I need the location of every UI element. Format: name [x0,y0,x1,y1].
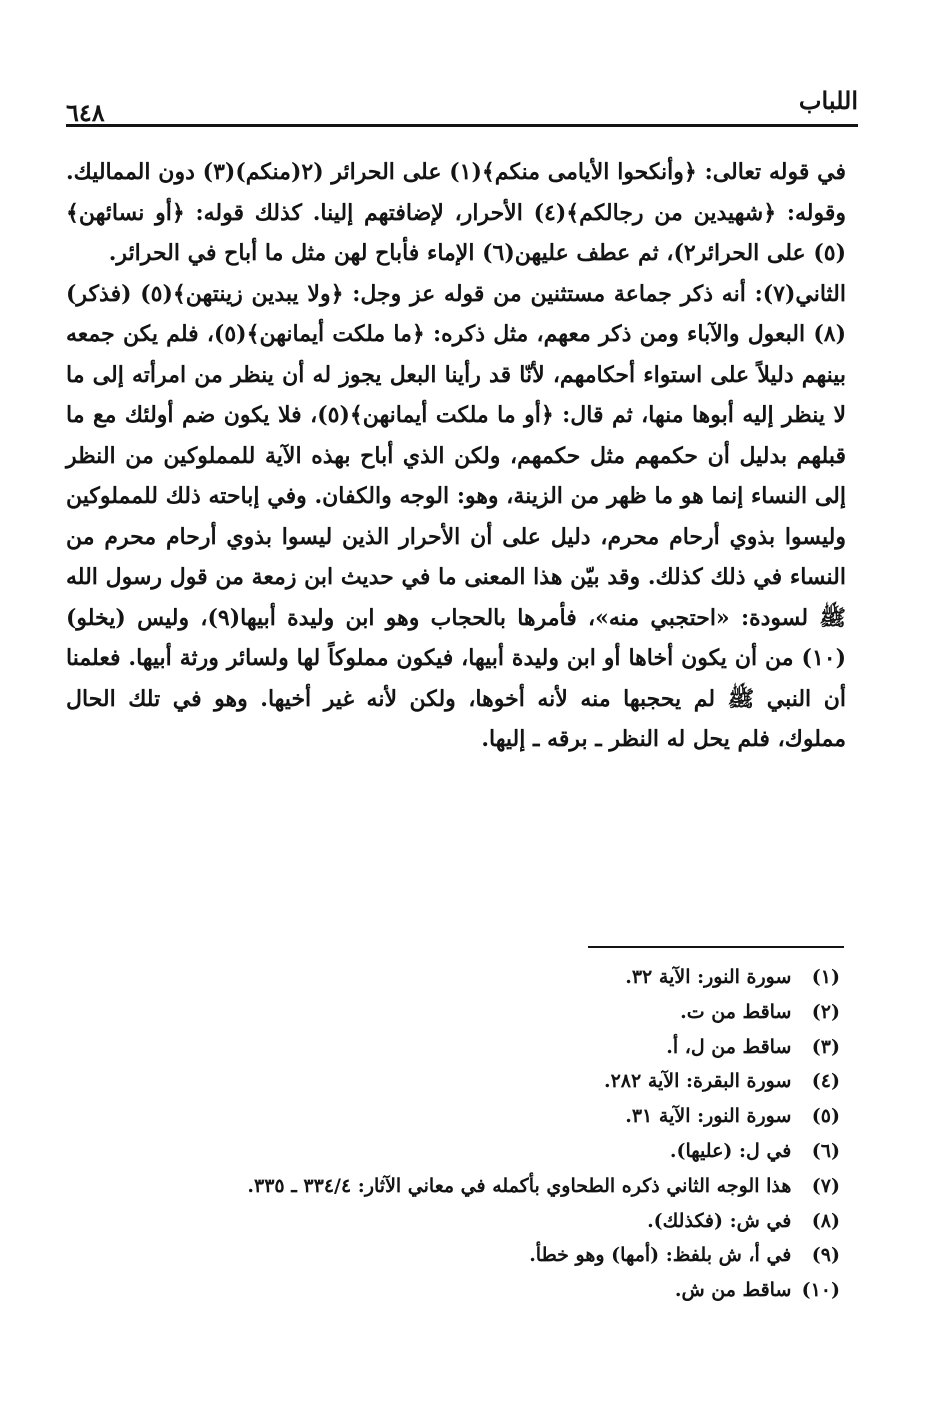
footnote [150,1030,840,1065]
page-header [66,80,858,130]
footnote [150,1204,840,1239]
footnote-number: (٣) [811,1035,840,1058]
footnote-number: (٧) [811,1174,840,1197]
footnote [150,1169,840,1204]
footnotes [150,960,840,1308]
footnote [150,995,840,1030]
paragraph: في قوله تعالى: ﴿وأنكحوا الأيامى منكم﴾(١) على الحرائر (٢(منكم)(٣) دون المماليك. وقوله: ﴿شهيدين من رجالكم﴾(٤) الأحرار، لإضافتهم إلينا. كذلك قوله: ﴿أو نسائهن﴾(٥) على الحرائر٢)، ثم عطف عليهن(٦) الإماء فأباح لهن مثل ما أباح في الحرائر. [66,159,846,266]
footnote [150,1273,840,1308]
footnote-text: هذا الوجه الثاني ذكره الطحاوي بأكمله في معاني الآثار: ٣٣٤/٤ ـ ٣٣٥. [247,1174,792,1197]
footnote-number: (٩) [811,1244,840,1267]
footnote [150,1099,840,1134]
footnote-number: (٨) [811,1209,840,1232]
footnote-number: (١٠) [801,1279,840,1302]
footnote-number: (٢) [811,1000,840,1023]
footnote-text: سورة النور: الآية ٣١. [625,1105,792,1128]
footnote-rule [588,946,844,948]
header-rule [66,124,858,127]
running-title: اللباب [798,86,858,115]
footnote-text: في ل: (عليها). [669,1139,792,1162]
footnote [150,1134,840,1169]
footnote-text: سورة البقرة: الآية ٢٨٢. [603,1070,792,1093]
footnote-text: ساقط من ش. [674,1279,792,1302]
footnote-text: سورة النور: الآية ٣٢. [625,966,792,988]
footnote-text: ساقط من ت. [680,1000,792,1023]
footnote [150,1238,840,1273]
main-text [66,152,846,760]
footnote-number: (٤) [811,1070,840,1093]
footnote [150,960,840,995]
footnote-number: (٥) [811,1105,840,1128]
footnote-number: (١) [811,966,840,988]
page-number: ٦٤٨ [66,98,105,127]
footnote-text: في أ، ش بلفظ: (أمها) وهو خطأ. [529,1244,792,1267]
paragraph: الثاني(٧): أنه ذكر جماعة مستثنين من قوله عز وجل: ﴿ولا يبدين زينتهن﴾(٥) (فذكر)(٨) البعول والآباء ومن ذكر معهم، مثل ذكره: ﴿ما ملكت أيمانهن﴾(٥)، فلم يكن جمعه بينهم دليلاً على استواء أحكامهم، لأنّا قد رأينا البعل يجوز له أن ينظر من امرأته إلى ما لا ينظر إليه أبوها منها، ثم قال: ﴿أو ما ملكت أيمانهن﴾(٥)، فلا يكون ضم أولئك مع ما قبلهم بدليل أن حكمهم مثل حكمهم، ولكن الذي أباح بهذه الآية للمملوكين من النظر إلى النساء إنما هو ما ظهر من الزينة، وهو: الوجه والكفان. وفي إباحته ذلك للمملوكين وليسوا بذوي أرحام محرم، دليل على أن الأحرار الذين ليسوا بذوي أرحام محرم من النساء في ذلك كذلك. وقد بيّن هذا المعنى ما في حديث ابن زمعة من قول رسول الله ﷺ لسودة: «احتجبي منه»، فأمرها بالحجاب وهو ابن وليدة أبيها(٩)، وليس (يخلو)(١٠) من أن يكون أخاها أو ابن وليدة أبيها، فيكون مملوكاً لها ولسائر ورثة أبيها. فعلمنا أن النبي ﷺ لم يحجبها منه لأنه أخوها، ولكن لأنه غير أخيها. وهو في تلك الحال مملوك، فلم يحل له النظر ـ برقه ـ إليها. [66,280,846,752]
footnote-text: ساقط من ل، أ. [666,1035,792,1058]
footnote [150,1064,840,1099]
footnote-text: في ش: (فكذلك). [647,1209,792,1232]
footnote-number: (٦) [811,1139,840,1162]
